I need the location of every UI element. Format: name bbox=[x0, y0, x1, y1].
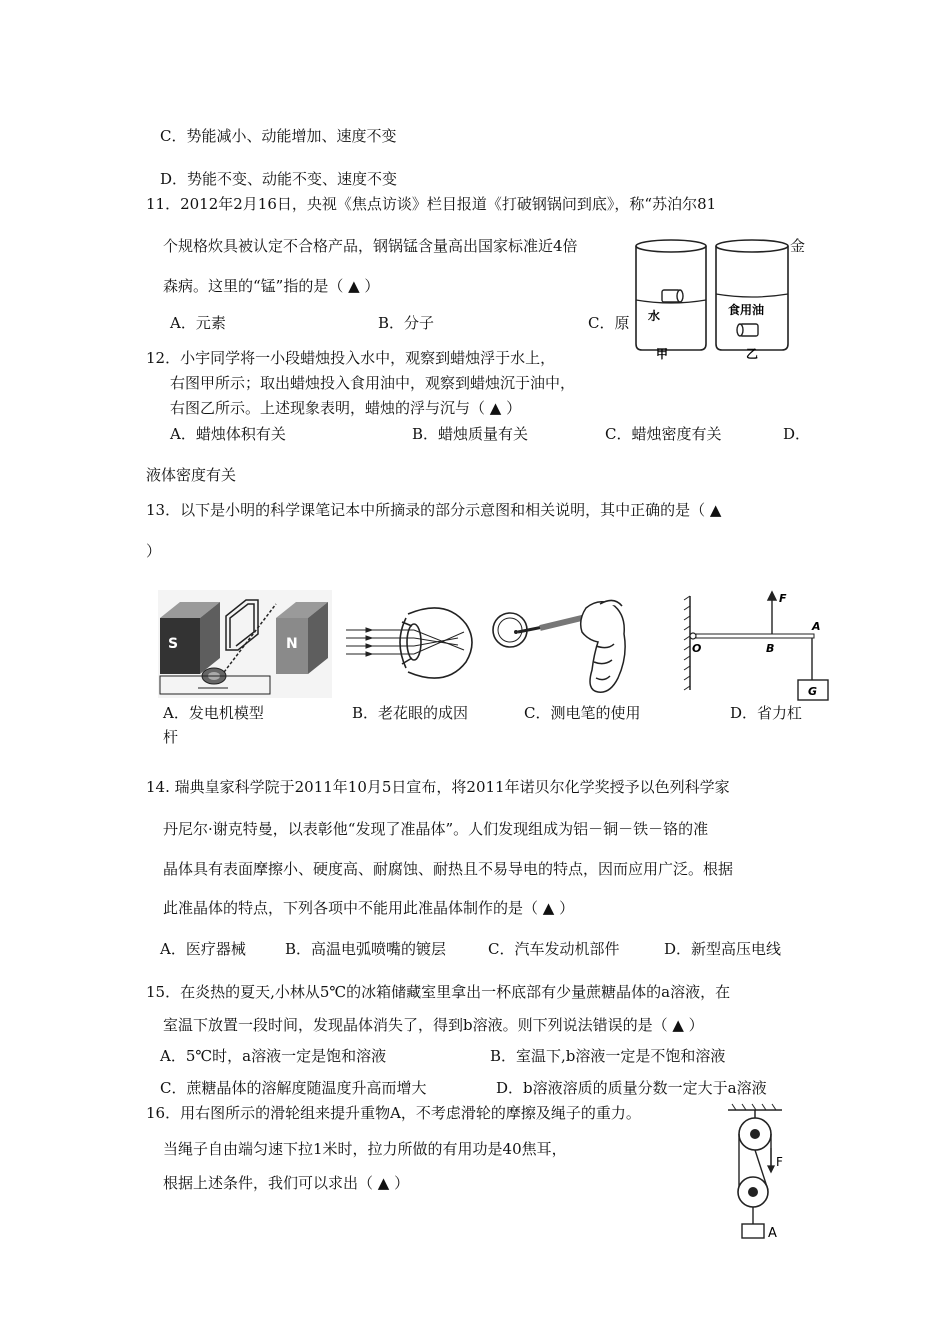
movable-pulley bbox=[738, 1177, 768, 1224]
hand bbox=[581, 600, 625, 692]
q11-option-c: C．原 bbox=[588, 314, 630, 332]
beaker-left-label: 水 bbox=[648, 309, 661, 323]
magnet-s bbox=[160, 602, 220, 674]
q14-option-c: C．汽车发动机部件 bbox=[488, 940, 620, 958]
eye-figure bbox=[346, 600, 476, 690]
q13-caption-a: A．发电机模型 bbox=[163, 704, 264, 722]
q15-option-c: C．蔗糖晶体的溶解度随温度升高而增大 bbox=[160, 1079, 427, 1097]
q15-option-b: B．室温下,b溶液一定是不饱和溶液 bbox=[490, 1047, 726, 1065]
q16-line-1: 16．用右图所示的滑轮组来提升重物A，不考虑滑轮的摩擦及绳子的重力。 bbox=[146, 1104, 641, 1122]
q15-option-d: D．b溶液溶质的质量分数一定大于a溶液 bbox=[496, 1079, 767, 1097]
ceiling bbox=[728, 1104, 782, 1118]
q13-line-1: 13．以下是小明的科学课笔记本中所摘录的部分示意图和相关说明，其中正确的是（ ▲ bbox=[146, 501, 722, 519]
q13-caption-b: B．老花眼的成因 bbox=[352, 704, 469, 722]
q11-line-2-end: 金 bbox=[790, 237, 806, 255]
q14-line-4: 此准晶体的特点，下列各项中不能用此准晶体制作的是（ ▲ ） bbox=[163, 899, 575, 917]
force-arrow-f bbox=[768, 1148, 774, 1172]
magnet-n bbox=[276, 602, 328, 674]
candle-floating bbox=[662, 290, 683, 302]
test-pen bbox=[518, 616, 590, 632]
q15-line-2: 室温下放置一段时间，发现晶体消失了，得到b溶液。则下列说法错误的是（ ▲ ） bbox=[163, 1016, 704, 1034]
lever-b-label: B bbox=[766, 642, 775, 655]
eyeball bbox=[400, 608, 472, 678]
q16-line-3: 根据上述条件，我们可以求出（ ▲ ） bbox=[163, 1174, 410, 1192]
pulley-a-label: A bbox=[768, 1226, 777, 1241]
beaker-right-label: 食用油 bbox=[728, 303, 765, 317]
magnet-s-label: S bbox=[168, 636, 179, 652]
q14-option-b: B．高温电弧喷嘴的镀层 bbox=[285, 940, 447, 958]
lever-o-label: O bbox=[692, 642, 702, 655]
lever-a-label: A bbox=[812, 620, 821, 633]
q14-option-a: A．医疗器械 bbox=[160, 940, 246, 958]
lever-figure bbox=[684, 592, 834, 704]
weight-a bbox=[742, 1224, 764, 1238]
q15-line-1: 15．在炎热的夏天,小林从5℃的冰箱储藏室里拿出一杯底部有少量蔗糖晶体的a溶液，在 bbox=[146, 983, 731, 1001]
q14-line-1: 14. 瑞典皇家科学院于2011年10月5日宣布，将2011年诺贝尔化学奖授予以色列科学家 bbox=[146, 778, 730, 796]
q12-line-5: 液体密度有关 bbox=[146, 466, 237, 484]
q12-option-c: C．蜡烛密度有关 bbox=[605, 425, 722, 443]
test-pen-figure bbox=[490, 594, 640, 700]
wall bbox=[684, 596, 690, 690]
beaker-right-caption: 乙 bbox=[746, 347, 759, 361]
q14-line-3: 晶体具有表面摩擦小、硬度高、耐腐蚀、耐热且不易导电的特点，因而应用广泛。根据 bbox=[163, 860, 734, 878]
q12-line-1: 12．小宇同学将一小段蜡烛投入水中，观察到蜡烛浮于水上， bbox=[146, 349, 556, 367]
light-rays bbox=[346, 628, 464, 656]
magnet-n-label: N bbox=[286, 636, 298, 652]
q11-option-a: A．元素 bbox=[170, 314, 226, 332]
q12-line-3: 右图乙所示。上述现象表明，蜡烛的浮与沉与（ ▲ ） bbox=[170, 399, 522, 417]
beakers-figure bbox=[630, 232, 800, 362]
q11-line-2: 个规格炊具被认定不合格产品，钢锅锰含量高出国家标准近4倍 bbox=[163, 237, 578, 255]
pulley-figure bbox=[722, 1104, 812, 1254]
candle-sunk bbox=[737, 324, 758, 336]
fixed-pulley bbox=[739, 1118, 771, 1150]
beaker-left-caption: 甲 bbox=[656, 347, 669, 361]
force-arrow bbox=[768, 592, 776, 634]
q14-option-d: D．新型高压电线 bbox=[664, 940, 782, 958]
lever-g-label: G bbox=[808, 685, 818, 698]
q10-option-c: C．势能减小、动能增加、速度不变 bbox=[160, 127, 397, 145]
q12-line-2: 右图甲所示；取出蜡烛投入食用油中，观察到蜡烛沉于油中， bbox=[170, 374, 576, 392]
lever-f-label: F bbox=[779, 592, 787, 605]
q10-option-d: D．势能不变、动能不变、速度不变 bbox=[160, 170, 398, 188]
q12-option-a: A．蜡烛体积有关 bbox=[170, 425, 286, 443]
q12-option-b: B．蜡烛质量有关 bbox=[412, 425, 529, 443]
q13-caption-d: D．省力杠 bbox=[730, 704, 803, 722]
q14-line-2: 丹尼尔·谢克特曼，以表彰他“发现了准晶体”。人们发现组成为铝－铜－铁－铬的准 bbox=[163, 820, 709, 838]
q13-line-2: ） bbox=[146, 542, 162, 560]
pulley-f-label: F bbox=[776, 1155, 783, 1169]
q13-caption-c: C．测电笔的使用 bbox=[524, 704, 641, 722]
q11-line-3: 森病。这里的“锰”指的是（ ▲ ） bbox=[163, 277, 380, 295]
q12-option-d: D． bbox=[783, 425, 811, 443]
q13-caption-d-wrap: 杆 bbox=[163, 728, 179, 746]
generator-figure bbox=[158, 590, 332, 698]
q11-option-b: B．分子 bbox=[378, 314, 435, 332]
lever-bar bbox=[690, 633, 814, 639]
q15-option-a: A．5℃时，a溶液一定是饱和溶液 bbox=[160, 1047, 387, 1065]
q11-line-1: 11．2012年2月16日，央视《焦点访谈》栏目报道《打破钢锅问到底》，称“苏泊尔81 bbox=[146, 195, 717, 213]
q16-line-2: 当绳子自由端匀速下拉1米时，拉力所做的有用功是40焦耳， bbox=[163, 1140, 567, 1158]
